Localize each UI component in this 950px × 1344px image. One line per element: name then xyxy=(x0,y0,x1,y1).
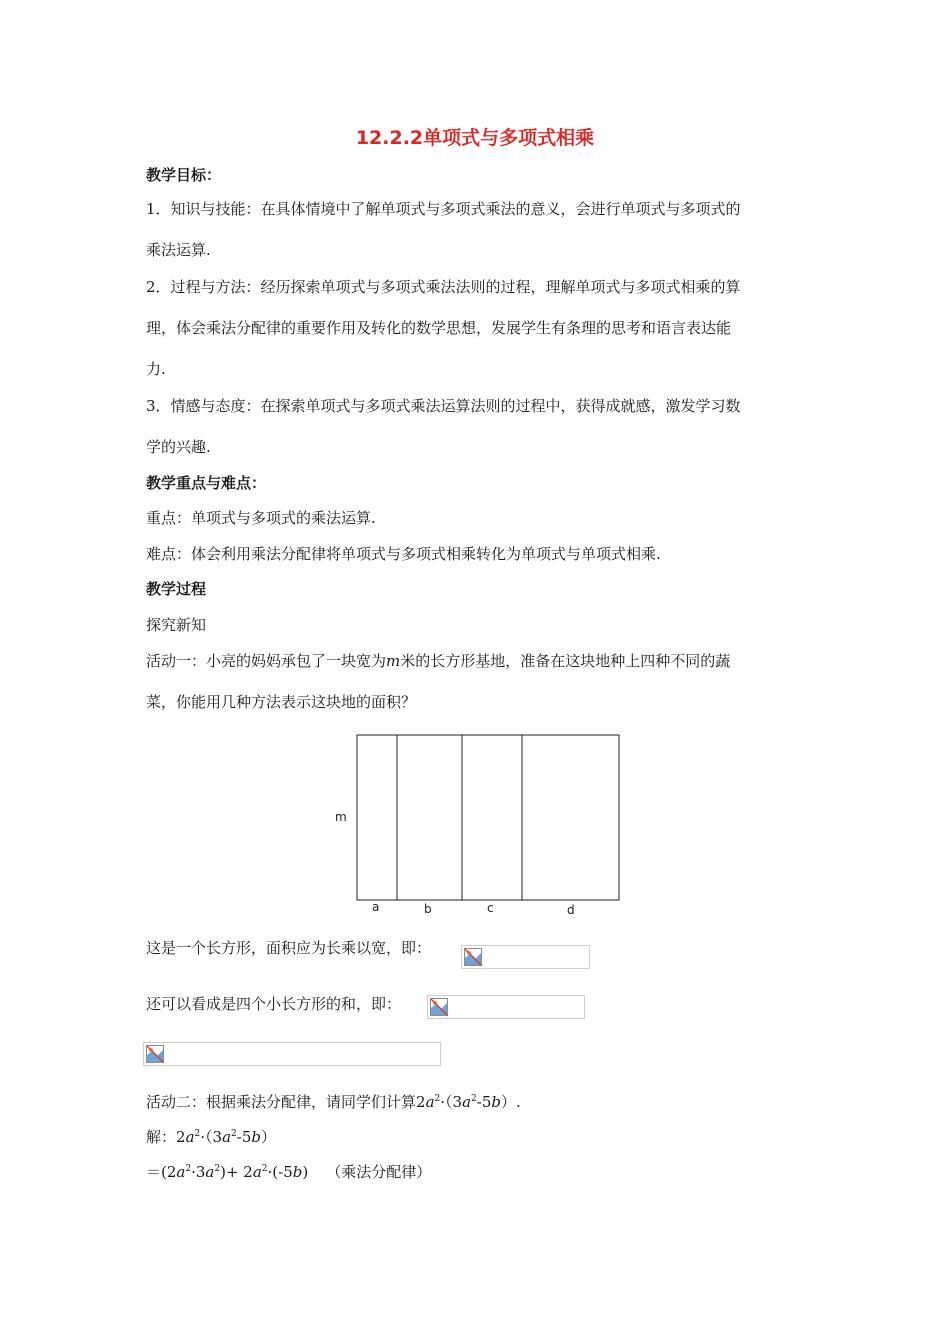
page-title: 12.2.2单项式与多项式相乘 xyxy=(355,127,595,149)
area-text-2: 还可以看成是四个小长方形的和，即： xyxy=(146,995,402,1013)
objective-3-line-2: 学的兴趣. xyxy=(146,438,211,456)
process-heading: 教学过程 xyxy=(146,580,207,598)
activity-1-line-2: 菜，你能用几种方法表示这块地的面积？ xyxy=(146,693,417,711)
difficulty-point: 难点：体会利用乘法分配律将单项式与多项式相乘转化为单项式与单项式相乘. xyxy=(146,545,661,563)
broken-image-icon xyxy=(146,1045,164,1063)
height-label: m xyxy=(335,810,347,824)
distributive-law-note: （乘法分配律） xyxy=(326,1163,432,1181)
broken-image-icon xyxy=(464,948,482,966)
width-label-a: a xyxy=(372,900,380,914)
width-label-d: d xyxy=(567,903,575,917)
objective-3-line-1: 3．情感与态度：在探索单项式与多项式乘法运算法则的过程中，获得成就感，激发学习数 xyxy=(146,397,741,415)
broken-image-placeholder xyxy=(143,1042,441,1066)
solution-line: 解：$2a^2\cdot(3a^2-5b)$ xyxy=(146,1128,277,1146)
broken-image-placeholder xyxy=(427,995,585,1019)
width-label-b: b xyxy=(424,902,432,916)
objective-2-line-2: 理，体会乘法分配律的重要作用及转化的数学思想，发展学生有条理的思考和语言表达能 xyxy=(146,319,732,337)
field-outline xyxy=(357,735,619,900)
key-points-heading: 教学重点与难点： xyxy=(146,474,267,492)
objective-2-line-1: 2．过程与方法：经历探索单项式与多项式乘法法则的过程，理解单项式与多项式相乘的算 xyxy=(146,278,741,296)
objective-1-line-2: 乘法运算. xyxy=(146,241,211,259)
activity-2: 活动二：根据乘法分配律，请同学们计算$2a^2\cdot(3a^2-5b)$. xyxy=(146,1093,521,1111)
broken-image-placeholder xyxy=(461,945,590,969)
objective-1-line-1: 1．知识与技能：在具体情境中了解单项式与多项式乘法的意义，会进行单项式与多项式的 xyxy=(146,200,741,218)
objectives-heading: 教学目标： xyxy=(146,166,222,184)
area-text-1: 这是一个长方形，面积应为长乘以宽，即： xyxy=(146,939,432,957)
width-label-c: c xyxy=(487,901,494,915)
explore-subheading: 探究新知 xyxy=(146,616,207,634)
broken-image-icon xyxy=(430,998,448,1016)
objective-2-line-3: 力. xyxy=(146,360,166,378)
activity-1-line-1: 活动一：小亮的妈妈承包了一块宽为m米的长方形基地，准备在这块地种上四种不同的蔬 xyxy=(146,652,731,670)
key-point: 重点：单项式与多项式的乘法运算. xyxy=(146,509,376,527)
field-diagram xyxy=(330,732,630,922)
solution-step-1: $=(2a^2\cdot 3a^2)+ 2a^2\cdot(-5b)$ （乘法分配律） xyxy=(146,1163,432,1181)
